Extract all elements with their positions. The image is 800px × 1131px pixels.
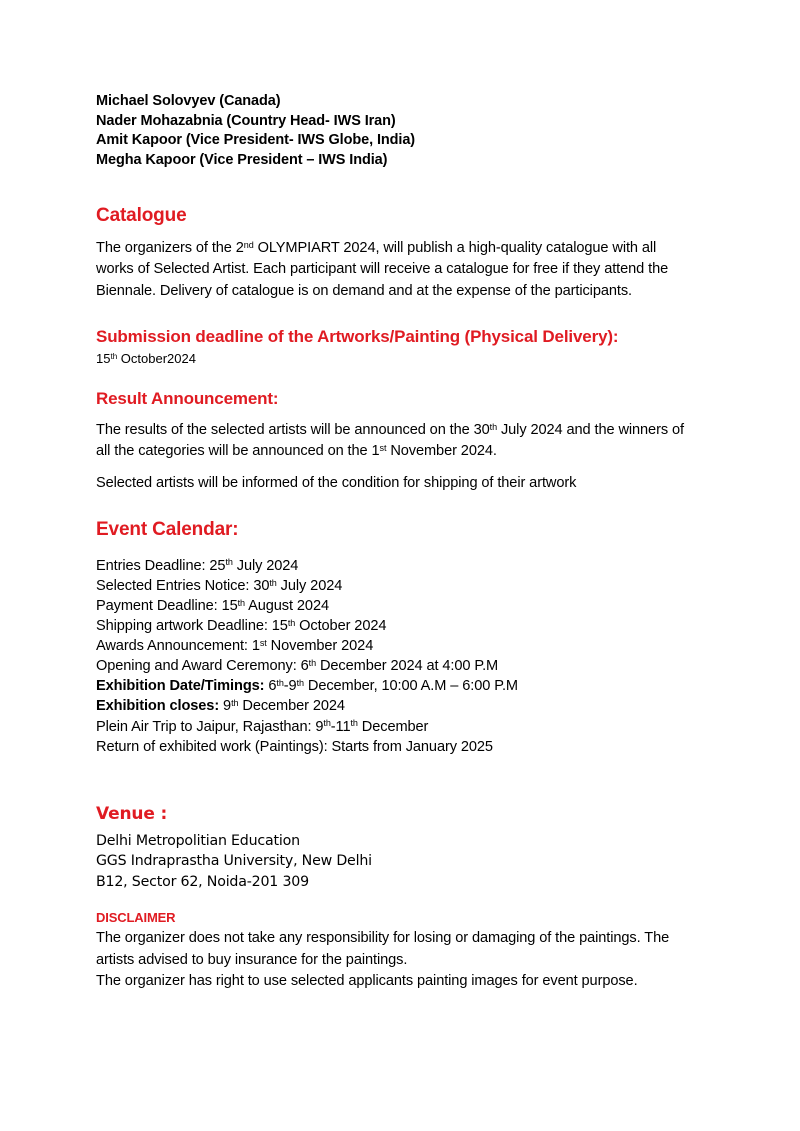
catalogue-text-part2: OLYMPIART 2024, will publish a high-quality catalogue with all works of Selected Artist. Each participant will receive a catalogue for free if they attend the Biennale. Delivery of catalogue is on demand and at the expense of the participants. <box>96 240 669 299</box>
venue-address-line: Delhi Metropolitian Education <box>96 832 300 849</box>
disclaimer-paragraph-1: The organizer does not take any responsibility for losing or damaging of the paintings. The artists advised to buy insurance for the paintings. <box>96 930 670 968</box>
venue-address <box>96 831 696 893</box>
event-item-label: Selected Entries Notice: <box>96 577 254 594</box>
event-item-rest: December 2024 <box>238 698 345 715</box>
event-item-rest: December <box>357 718 429 735</box>
event-item-separator: : <box>259 678 269 695</box>
event-calendar-heading: Event Calendar: <box>96 518 239 540</box>
event-calendar-item <box>96 616 696 636</box>
event-item-day: 6 <box>268 678 277 695</box>
event-calendar-item <box>96 717 696 737</box>
event-item-label: Payment Deadline: <box>96 597 222 614</box>
event-item-label: Opening and Award Ceremony: <box>96 658 301 675</box>
event-item-day: 1 <box>251 638 260 655</box>
shipping-condition-paragraph: Selected artists will be informed of the condition for shipping of their artwork <box>96 475 577 492</box>
event-item-day-end: 9 <box>288 678 297 695</box>
event-item-label-bold: Exhibition closes <box>96 698 215 715</box>
event-item-day: 6 <box>300 658 309 675</box>
contact-line: Megha Kapoor (Vice President – IWS India) <box>96 151 388 168</box>
venue-address-line: B12, Sector 62, Noida-201 309 <box>96 873 309 890</box>
catalogue-heading: Catalogue <box>96 205 187 226</box>
event-item-ordinal: st <box>259 637 267 648</box>
disclaimer-paragraph-2: The organizer has right to use selected applicants painting images for event purpose. <box>96 972 638 989</box>
event-calendar-item <box>96 596 696 616</box>
event-item-ordinal: th <box>287 617 296 628</box>
event-item-day: 15 <box>221 597 238 614</box>
event-item-ordinal-end: th <box>296 678 304 688</box>
event-item-day: 30 <box>253 577 270 594</box>
disclaimer-heading: DISCLAIMER <box>96 910 176 926</box>
event-item-ordinal: th <box>276 678 284 688</box>
event-item-dash: - <box>283 678 289 695</box>
submission-date-rest: October2024 <box>117 350 196 366</box>
event-calendar-item <box>96 636 696 656</box>
event-item-rest: December, 10:00 A.M – 6:00 P.M <box>303 678 518 695</box>
venue-block <box>96 804 696 893</box>
result-announcement-heading: Result Announcement: <box>96 388 279 408</box>
catalogue-ordinal-suffix: nd <box>243 239 254 250</box>
event-item-ordinal-end: th <box>350 718 358 729</box>
event-calendar-item <box>96 737 696 757</box>
event-item-ordinal: th <box>269 577 277 588</box>
event-item-label: Entries Deadline: <box>96 557 210 574</box>
event-item-ordinal: th <box>225 557 233 568</box>
event-item-rest: August 2024 <box>244 597 329 614</box>
event-item-rest: November 2024 <box>266 638 374 655</box>
catalogue-text-part1: The organizers of the 2 <box>96 240 244 256</box>
event-item-ordinal: th <box>231 698 239 709</box>
event-item-ordinal: th <box>237 597 245 608</box>
submission-date-number: 15 <box>96 350 111 366</box>
event-item-day-end: 11 <box>335 718 351 735</box>
result-paragraph <box>96 420 696 463</box>
result-ordinal-suffix-2: st <box>379 442 387 453</box>
event-item-rest: October 2024 <box>295 618 387 635</box>
event-calendar-item <box>96 696 696 716</box>
event-item-rest: July 2024 <box>276 577 343 594</box>
event-item-day: 15 <box>271 618 288 635</box>
event-calendar-item <box>96 556 696 576</box>
event-item-rest: July 2024 <box>232 557 299 574</box>
event-item-label: Plein Air Trip to Jaipur, Rajasthan: <box>96 718 316 735</box>
event-item-dash: - <box>330 718 336 735</box>
event-item-label-bold: Exhibition Date/Timings <box>96 678 260 695</box>
event-item-ordinal: th <box>308 657 317 668</box>
event-item-label: Return of exhibited work (Paintings): Starts from January 2025 <box>96 738 493 755</box>
contact-line: Nader Mohazabnia (Country Head- IWS Iran) <box>96 112 396 129</box>
event-calendar-item <box>96 656 696 676</box>
submission-deadline-date <box>96 350 696 367</box>
event-item-rest: December 2024 at 4:00 P.M <box>316 658 499 675</box>
result-text-part2: July 2024 and the winners of all the categories will be announced on the 1 <box>96 421 684 460</box>
contact-line: Michael Solovyev (Canada) <box>96 93 281 109</box>
event-item-day: 9 <box>223 698 232 715</box>
event-item-label: Shipping artwork Deadline: <box>96 618 272 635</box>
submission-deadline-heading: Submission deadline of the Artworks/Painting (Physical Delivery): <box>96 326 619 346</box>
event-calendar-item <box>96 676 696 696</box>
document-content <box>96 92 696 992</box>
venue-heading: Venue : <box>96 803 168 824</box>
catalogue-paragraph <box>96 238 696 302</box>
result-text-part1: The results of the selected artists will be announced on the 30 <box>96 421 490 438</box>
result-text-part3: November 2024. <box>386 443 497 460</box>
contact-line: Amit Kapoor (Vice President- IWS Globe, India) <box>96 132 416 148</box>
event-item-label: Awards Announcement: <box>96 638 252 655</box>
event-item-day: 9 <box>315 718 324 735</box>
event-calendar-item <box>96 576 696 596</box>
result-ordinal-suffix-1: th <box>489 421 498 432</box>
contacts-block <box>96 92 696 170</box>
event-item-ordinal: th <box>323 718 331 729</box>
venue-address-line: GGS Indraprastha University, New Delhi <box>96 853 372 870</box>
submission-ordinal-suffix: th <box>110 352 118 362</box>
event-item-day: 25 <box>209 557 226 574</box>
event-item-separator: : <box>214 698 224 715</box>
event-calendar-list <box>96 556 696 757</box>
